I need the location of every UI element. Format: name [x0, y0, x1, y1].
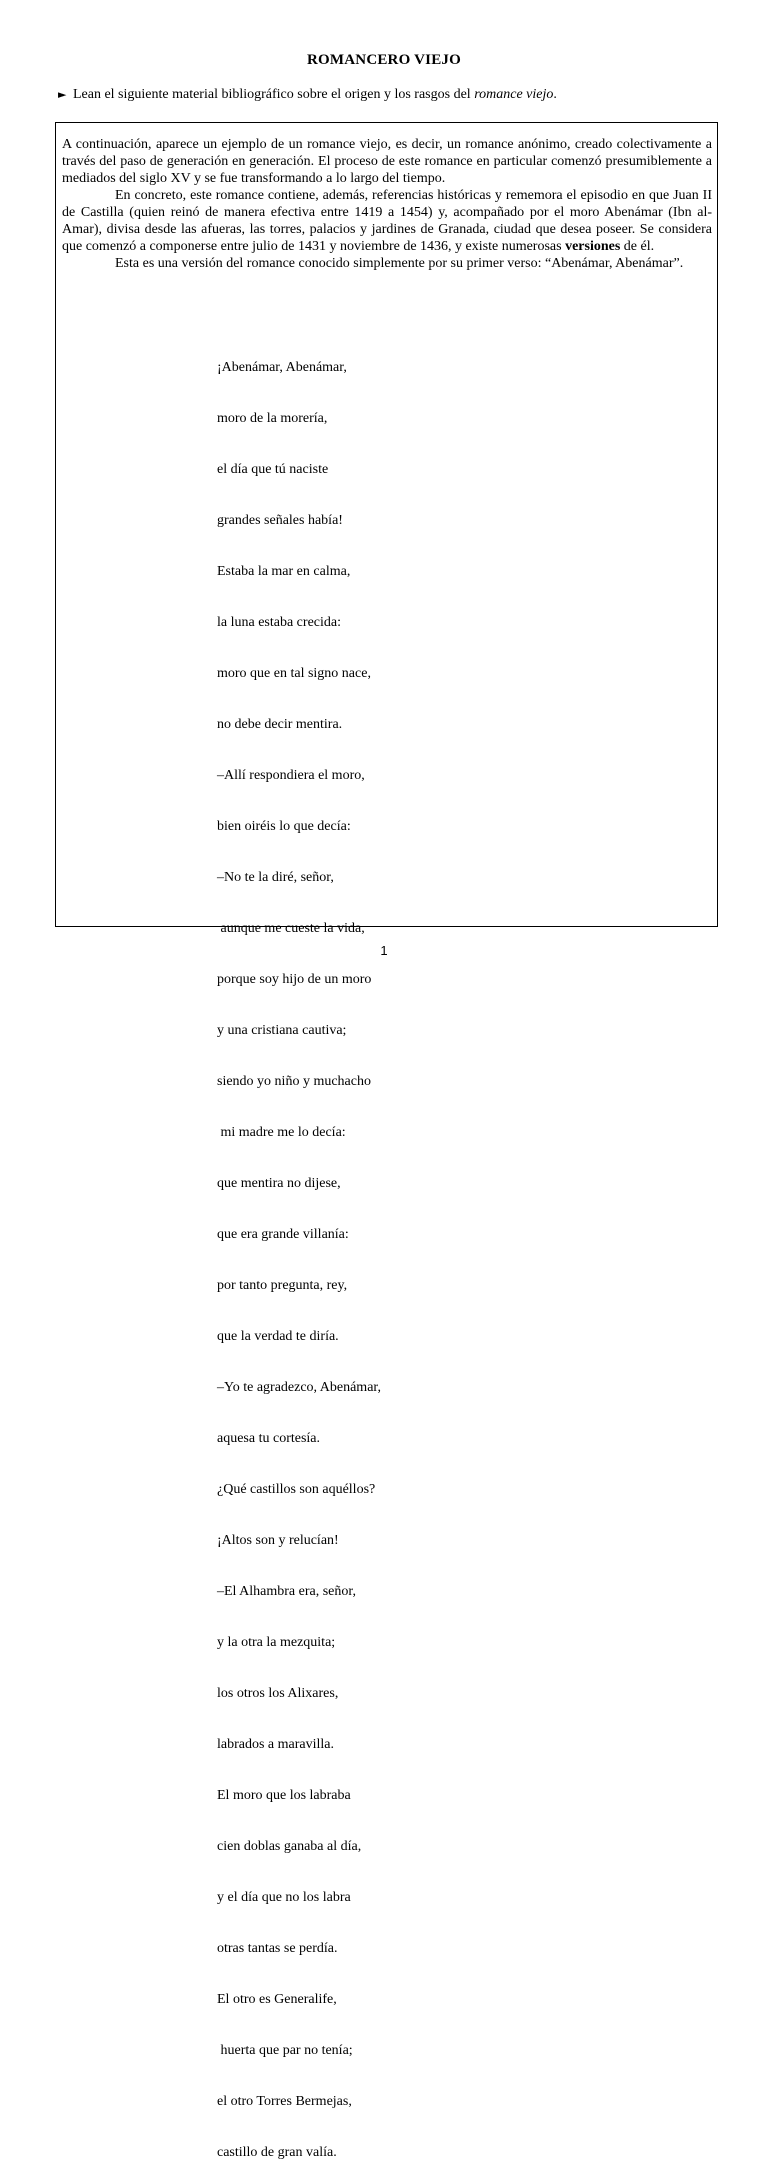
introductory-prose: [62, 136, 712, 272]
paragraph-2: [62, 187, 712, 255]
versiones-bold: versiones: [565, 239, 621, 254]
poem-verse: El otro es Generalife,: [217, 1992, 337, 2007]
poem-verse: porque soy hijo de un moro: [217, 972, 372, 987]
instruction-text: Lean el siguiente material bibliográfico sobre el origen y los rasgos del: [72, 87, 475, 102]
poem-verse: ¡Altos son y relucían!: [217, 1533, 339, 1548]
poem-verse: el otro Torres Bermejas,: [217, 2094, 352, 2109]
instruction-emphasis: romance viejo: [474, 87, 554, 102]
document-title: ROMANCERO VIEJO: [307, 52, 461, 68]
poem-verse: aunque me cueste la vida,: [217, 921, 365, 936]
instruction-period: .: [553, 87, 557, 102]
poem-verse: mi madre me lo decía:: [217, 1125, 346, 1140]
poem-verse: grandes señales había!: [217, 513, 343, 528]
poem-verse: Estaba la mar en calma,: [217, 564, 351, 579]
poem-verse: ¡Abenámar, Abenámar,: [217, 360, 347, 375]
poem-verse: –Yo te agradezco, Abenámar,: [217, 1380, 382, 1395]
poem-verse: aquesa tu cortesía.: [217, 1431, 321, 1446]
poem-abenamar: [217, 325, 381, 2178]
poem-verse: moro de la morería,: [217, 411, 328, 426]
paragraph-3: Esta es una versión del romance conocido simplemente por su primer verso: “Abenámar, Abenámar”.: [115, 256, 684, 271]
poem-verse: y una cristiana cautiva;: [217, 1023, 347, 1038]
poem-verse: –El Alhambra era, señor,: [217, 1584, 357, 1599]
poem-verse: cien doblas ganaba al día,: [217, 1839, 362, 1854]
poem-verse: labrados a maravilla.: [217, 1737, 335, 1752]
poem-verse: El moro que los labraba: [217, 1788, 351, 1803]
paragraph-1: A continuación, aparece un ejemplo de un romance viejo, es decir, un romance anónimo, creado colectivamente a través del paso de generación en generación. El proceso de este romance en particular comenzó presumiblemente a mediados del siglo XV y se fue transformando a lo largo del tiempo.: [62, 137, 712, 186]
poem-verse: otras tantas se perdía.: [217, 1941, 338, 1956]
poem-verse: por tanto pregunta, rey,: [217, 1278, 348, 1293]
poem-verse: huerta que par no tenía;: [217, 2043, 353, 2058]
poem-verse: moro que en tal signo nace,: [217, 666, 371, 681]
poem-verse: siendo yo niño y muchacho: [217, 1074, 371, 1089]
poem-verse: bien oiréis lo que decía:: [217, 819, 351, 834]
paragraph-2-ending: de él.: [620, 239, 655, 254]
poem-verse: el día que tú naciste: [217, 462, 329, 477]
poem-verse: –Allí respondiera el moro,: [217, 768, 365, 783]
poem-verse: que mentira no dijese,: [217, 1176, 341, 1191]
poem-verse: ¿Qué castillos son aquéllos?: [217, 1482, 376, 1497]
poem-verse: que la verdad te diría.: [217, 1329, 339, 1344]
instruction-line: [58, 87, 557, 103]
poem-verse: que era grande villanía:: [217, 1227, 349, 1242]
poem-verse: castillo de gran valía.: [217, 2145, 337, 2160]
paragraph-2-text: En concreto, este romance contiene, además, referencias históricas y rememora el episodio en que Juan II de Castilla (quien reinó de manera efectiva entre 1419 a 1454) y, acompañado por el moro Abenámar (Ibn al-Amar), divisa desde las afueras, las torres, palacios y jardines de Granada, ciudad que desea poseer. Se considera que comenzó a componerse entre julio de 1431 y noviembre de 1436, y existe numerosas: [62, 188, 712, 254]
poem-verse: la luna estaba crecida:: [217, 615, 341, 630]
poem-verse: y el día que no los labra: [217, 1890, 351, 1905]
page-number: 1: [380, 943, 388, 958]
poem-verse: no debe decir mentira.: [217, 717, 343, 732]
poem-verse: los otros los Alixares,: [217, 1686, 339, 1701]
poem-verse: –No te la diré, señor,: [217, 870, 334, 885]
right-pointer-icon: ►: [58, 88, 67, 101]
poem-verse: y la otra la mezquita;: [217, 1635, 336, 1650]
